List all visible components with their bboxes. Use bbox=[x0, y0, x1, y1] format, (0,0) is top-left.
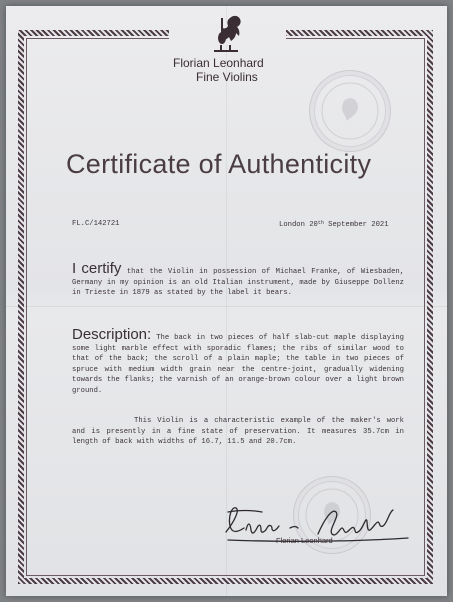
seal-emblem-icon bbox=[310, 71, 390, 151]
certify-text: that the Violin in possession of Michael Franke, of Wiesbaden, Germany in my opinion is an old Italian instrument, made by Giuseppe Dollenz in Trieste in 1879 as stated by the label it bears. bbox=[72, 268, 405, 298]
date-suffix: September 2021 bbox=[323, 221, 389, 229]
place-and-date bbox=[279, 220, 389, 229]
statement-text: This Violin is a characteristic example of the maker's work and is presently in a fine state of preservation. It measures 35.7cm in length of back with widths of 16.7, 11.5 and 20.7cm. bbox=[72, 417, 404, 447]
date-ordinal: th bbox=[317, 220, 324, 226]
brand-name: Florian Leonhard bbox=[173, 56, 264, 70]
description-text: The back in two pieces of half slab-cut maple displaying some light marble effect with sporadic flames; the ribs of similar wood to that of the back; the scroll of a plain maple; the table in two pieces of spruce with medium width grain near the centre-joint, gradually widening towards the flanks; the varnish of an orange-brown colour over a light brown ground. bbox=[72, 334, 404, 395]
embossed-seal-top bbox=[309, 70, 391, 152]
reference-number: FL.C/142721 bbox=[72, 220, 120, 228]
statement-paragraph bbox=[72, 416, 404, 448]
brand-subtitle: Fine Violins bbox=[196, 70, 258, 84]
description-paragraph bbox=[72, 326, 404, 397]
certificate-sheet bbox=[6, 6, 447, 596]
certificate-title: Certificate of Authenticity bbox=[66, 149, 372, 179]
signer-name: Florian Leonhard bbox=[276, 536, 333, 545]
date-prefix: London 20 bbox=[279, 221, 318, 229]
certify-paragraph bbox=[72, 260, 405, 299]
certify-lead: I certify bbox=[72, 260, 122, 277]
description-lead: Description: bbox=[72, 326, 152, 343]
lion-violin-crest-icon bbox=[210, 12, 244, 56]
